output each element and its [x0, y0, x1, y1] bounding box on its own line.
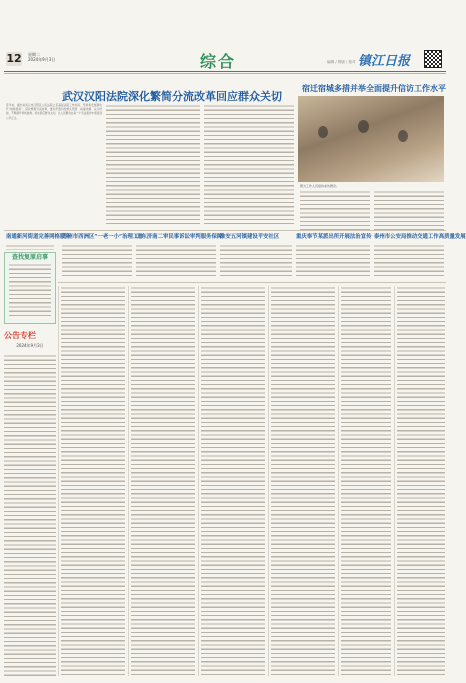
second-headline: 宿迁宿城多措并举全面提升信访工作水平 [302, 83, 446, 93]
brief-headline-4: 淮安五河镇建设平安社区 [220, 234, 280, 240]
page-header [0, 48, 450, 70]
qr-code-icon [424, 50, 442, 68]
page-number: 12 [6, 52, 22, 65]
notice-col-6 [341, 286, 391, 676]
notice-col-5 [271, 286, 335, 676]
brief-body-2 [62, 244, 132, 278]
notice-title: 公告专栏 [4, 330, 36, 340]
brief-body-3 [136, 244, 216, 278]
brief-body-1 [6, 244, 54, 250]
lead-headline: 武汉汉阳法院深化繁简分流改革回应群众关切 [62, 90, 282, 103]
notice-col-7 [397, 286, 445, 676]
news-photo [298, 96, 444, 182]
notice-column-header [4, 330, 56, 350]
notice-col-1 [4, 354, 56, 676]
newspaper-logo: 镇江日报 [358, 54, 411, 69]
brief-headline-2: 苏州市西洲区“一老一小”治理工作 [62, 234, 144, 240]
second-body-col-1 [300, 190, 370, 230]
brief-body-5 [296, 244, 370, 278]
photo-caption: 图为工作人员接待来访群众。 [300, 184, 340, 188]
lead-body-col-2 [106, 104, 200, 224]
notice-date: 2024年9月3日 [16, 343, 44, 348]
lead-body-col-1: 近年来，湖北省武汉市汉阳区人民法院立足基层法院工作实际，坚持和发展新时代“枫桥经验”，深化繁简分流改革，推动矛盾纠纷源头预防、前端化解、关口把控，不断提升审判质效，切实回应群众关切，让人民群众在每一个司法案件中感受到公平正义。 [6, 104, 102, 120]
brief-headline-6: 泰州市公安局推动交通工作高质量发展 [374, 234, 466, 240]
editor-credit: 编辑 / 排版 / 校对 [327, 60, 356, 64]
second-body-col-2 [374, 190, 444, 230]
notices-divider [58, 282, 446, 283]
notice-col-4 [201, 286, 265, 676]
brief-headline-1: 南通新河街道完善网格服务 [6, 234, 71, 240]
section-divider [4, 230, 446, 231]
notice-col-3 [131, 286, 195, 676]
brief-headline-5: 重庆奉节某派出所开展法治宣传 [296, 234, 372, 240]
section-title: 综合 [200, 52, 237, 71]
notice-box [4, 252, 56, 324]
brief-body-4 [220, 244, 292, 278]
lead-body-col-3 [204, 104, 294, 224]
notice-col-2 [61, 286, 125, 676]
issue-date: 星期二 2024年9月3日 [28, 52, 56, 62]
brief-headline-3: 山东济南二审民事诉讼审判服务保障 [136, 234, 223, 240]
header-rule [4, 71, 446, 72]
header-rule-secondary [4, 73, 446, 74]
brief-body-6 [374, 244, 444, 278]
notice-box-title: 查找复原启事 [11, 254, 48, 261]
